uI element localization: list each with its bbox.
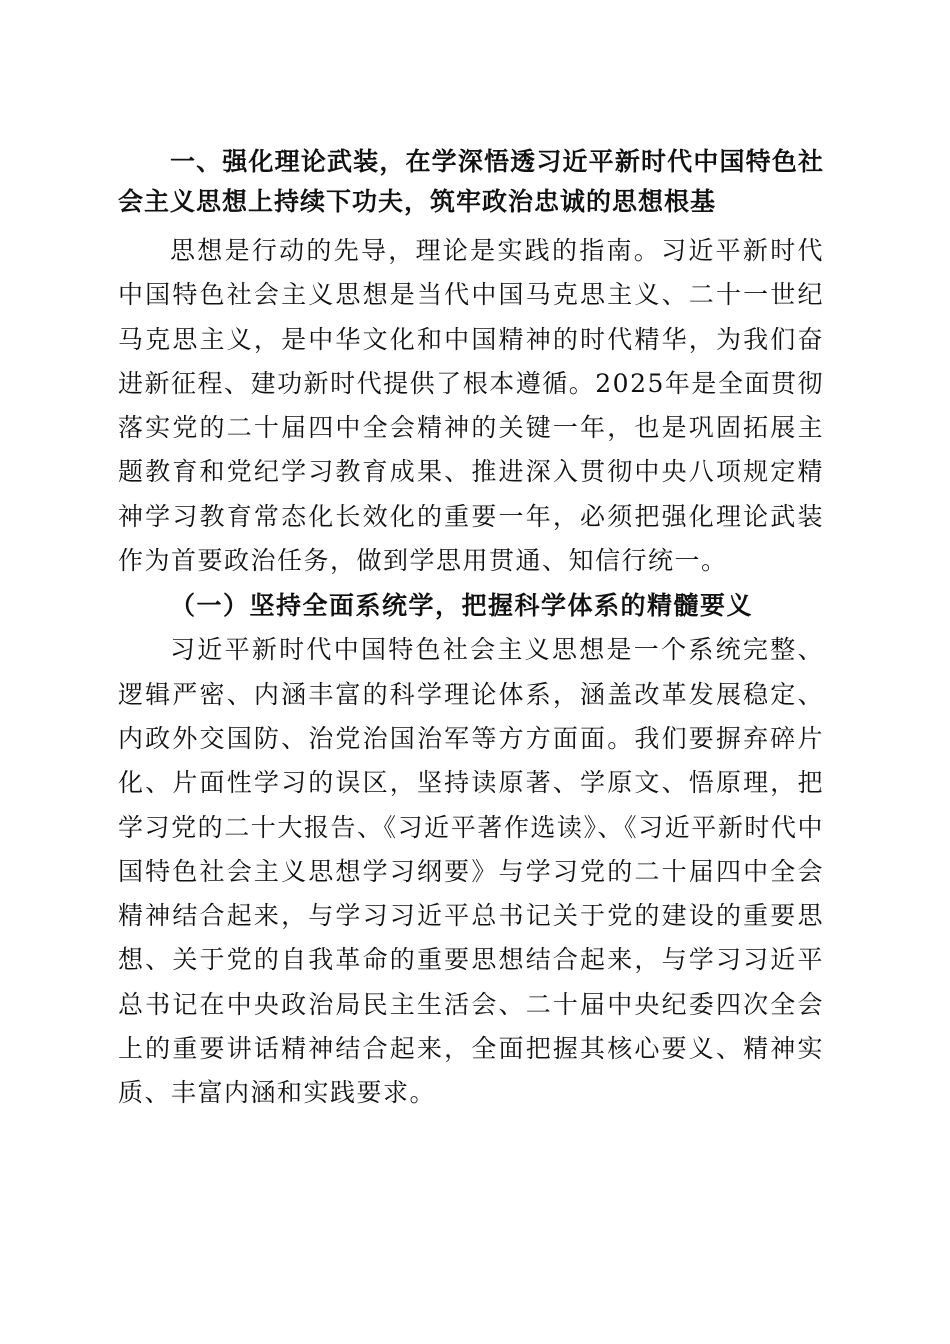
document-body xyxy=(118,142,824,1116)
section-heading: 一、强化理论武装，在学深悟透习近平新时代中国特色社会主义思想上持续下功夫，筑牢政治忠诚的思想根基 xyxy=(118,147,824,216)
body-paragraph: 习近平新时代中国特色社会主义思想是一个系统完整、逻辑严密、内涵丰富的科学理论体系，涵盖改革发展稳定、内政外交国防、治党治国治军等方方面面。我们要摒弃碎片化、片面性学习的误区，坚持读原著、学原文、悟原理，把学习党的二十大报告、《习近平著作选读》、《习近平新时代中国特色社会主义思想学习纲要》与学习党的二十届四中全会精神结合起来，与学习习近平总书记关于党的建设的重要思想、关于党的自我革命的重要思想结合起来，与学习习近平总书记在中央政治局民主生活会、二十届中央纪委四次全会上的重要讲话精神结合起来，全面把握其核心要义、精神实质、丰富内涵和实践要求。 xyxy=(118,635,824,1108)
body-paragraph: 思想是行动的先导，理论是实践的指南。习近平新时代中国特色社会主义思想是当代中国马克思主义、二十一世纪马克思主义，是中华文化和中国精神的时代精华，为我们奋进新征程、建功新时代提供了根本遵循。2025年是全面贯彻落实党的二十届四中全会精神的关键一年，也是巩固拓展主题教育和党纪学习教育成果、推进深入贯彻中央八项规定精神学习教育常态化长效化的重要一年，必须把强化理论武装作为首要政治任务，做到学思用贯通、知信行统一。 xyxy=(118,236,824,576)
subsection-heading: （一）坚持全面系统学，把握科学体系的精髓要义 xyxy=(170,591,754,621)
